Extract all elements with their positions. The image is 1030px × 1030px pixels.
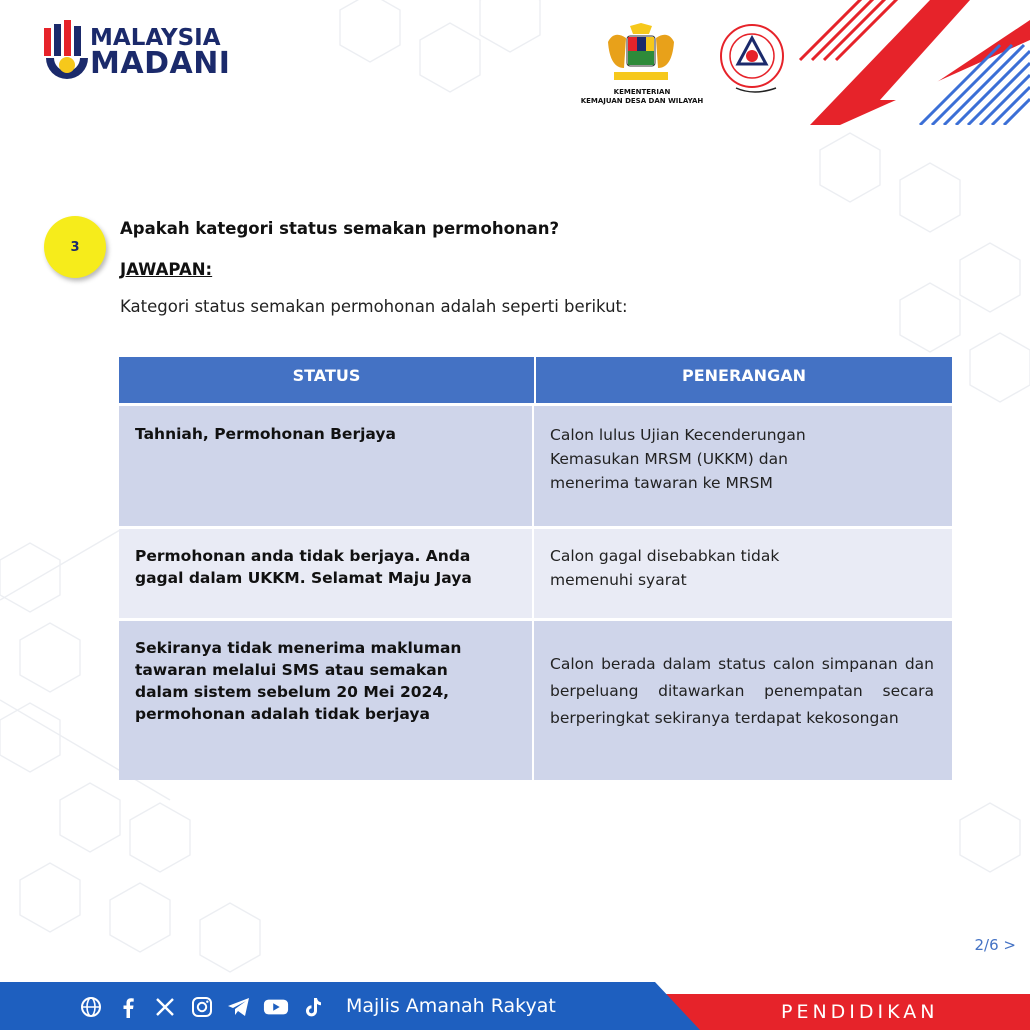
status-line: Permohonan anda tidak berjaya. Anda bbox=[135, 547, 471, 565]
description-line: Kemasukan MRSM (UKKM) dan bbox=[550, 450, 788, 468]
status-line: gagal dalam UKKM. Selamat Maju Jaya bbox=[135, 569, 472, 587]
description-cell bbox=[534, 406, 950, 526]
malaysia-madani-logo bbox=[42, 18, 231, 88]
table-row bbox=[119, 403, 952, 526]
brand-line-1: MALAYSIA bbox=[90, 25, 221, 51]
table-row bbox=[119, 526, 952, 618]
question-number-badge: 3 bbox=[44, 216, 106, 278]
status-table bbox=[119, 357, 952, 780]
answer-label: JAWAPAN: bbox=[120, 260, 213, 279]
madani-emblem-icon bbox=[42, 18, 92, 88]
page-indicator[interactable]: 2/6 > bbox=[974, 936, 1016, 954]
status-cell bbox=[119, 406, 534, 526]
description-line: menerima tawaran ke MRSM bbox=[550, 474, 773, 492]
description-line: Calon gagal disebabkan tidak bbox=[550, 547, 780, 565]
status-line: Sekiranya tidak menerima makluman bbox=[135, 639, 462, 657]
status-line: Tahniah, Permohonan Berjaya bbox=[135, 425, 396, 443]
brand-line-2: MADANI bbox=[90, 46, 231, 81]
ministry-line-1: KEMENTERIAN bbox=[613, 88, 671, 96]
instagram-icon[interactable] bbox=[189, 994, 215, 1020]
youtube-icon[interactable] bbox=[263, 994, 289, 1020]
description-cell bbox=[534, 529, 950, 618]
status-cell bbox=[119, 621, 534, 780]
header-penerangan: PENERANGAN bbox=[682, 365, 806, 385]
answer-intro: Kategori status semakan permohonan adalah seperti berikut: bbox=[120, 297, 628, 316]
footer-bar bbox=[0, 982, 1030, 1030]
footer-category: PENDIDIKAN bbox=[781, 1001, 939, 1023]
status-line: tawaran melalui SMS atau semakan bbox=[135, 661, 448, 679]
corner-stripes-decoration bbox=[790, 0, 1030, 125]
social-icons bbox=[78, 994, 326, 1020]
status-line: permohonan adalah tidak berjaya bbox=[135, 705, 430, 723]
description-line: memenuhi syarat bbox=[550, 571, 687, 589]
facebook-icon[interactable] bbox=[115, 994, 141, 1020]
globe-icon[interactable] bbox=[78, 994, 104, 1020]
mara-seal-logo bbox=[718, 22, 790, 98]
status-cell bbox=[119, 529, 534, 618]
tiktok-icon[interactable] bbox=[300, 994, 326, 1020]
description-line: Calon lulus Ujian Kecenderungan bbox=[550, 426, 806, 444]
table-header-row bbox=[119, 357, 952, 403]
ministry-name bbox=[578, 88, 706, 106]
footer-organization: Majlis Amanah Rakyat bbox=[346, 995, 556, 1017]
status-line: dalam sistem sebelum 20 Mei 2024, bbox=[135, 683, 449, 701]
header-status: STATUS bbox=[119, 357, 536, 403]
x-icon[interactable] bbox=[152, 994, 178, 1020]
telegram-icon[interactable] bbox=[226, 994, 252, 1020]
coat-of-arms-icon bbox=[600, 22, 682, 88]
ministry-line-2: KEMAJUAN DESA DAN WILAYAH bbox=[580, 97, 704, 105]
description-cell: Calon berada dalam status calon simpanan dan berpeluang ditawarkan penempatan secara berperingkat sekiranya terdapat kekosongan bbox=[550, 655, 934, 727]
table-row bbox=[119, 618, 952, 780]
question-text: Apakah kategori status semakan permohonan? bbox=[120, 219, 560, 238]
